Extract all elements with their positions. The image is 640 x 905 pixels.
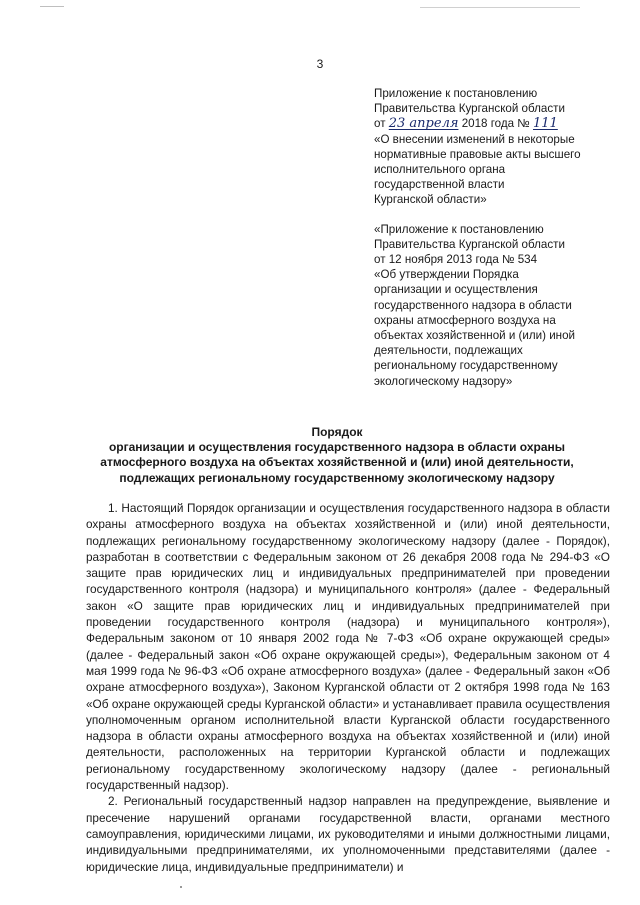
annex-date-line: [374, 116, 622, 131]
annex-title-line: нормативные правовые акты высшего: [374, 147, 581, 161]
quoted-annex-line: региональному государственному: [374, 359, 558, 373]
quoted-annex-line: государственного надзора в области: [374, 298, 572, 312]
annex-spacer: [374, 208, 622, 222]
quoted-annex-line: «Об утверждении Порядка: [374, 268, 519, 282]
scan-mark-top-right: [420, 7, 580, 8]
document-title: [60, 425, 614, 486]
annex-title-line: «О внесении изменений в некоторые: [374, 132, 575, 146]
document-body: [86, 500, 610, 875]
title-line: подлежащих региональному государственному экологическому надзору: [119, 470, 555, 485]
quoted-annex-line: объектах хозяйственной и (или) иной: [374, 329, 575, 343]
annex-title-line: исполнительного органа: [374, 163, 506, 177]
title-line: атмосферного воздуха на объектах хозяйственной и (или) иной деятельности,: [100, 455, 574, 470]
handwritten-number: 111: [532, 116, 558, 132]
quoted-annex-line: от 12 ноября 2013 года № 534: [374, 253, 538, 267]
annex-title-line: Курганской области»: [374, 193, 487, 207]
paragraph: 2. Региональный государственный надзор направлен на предупреждение, выявление и пресечение нарушений органами государственной власти, органами местного самоуправления, юридическими лицами, их руководителями и иными должностными лицами, индивидуальными предпринимателями, их уполномоченными представителями (далее - юридические лица, индивидуальные предприниматели) и: [86, 794, 610, 874]
page-number: 3: [316, 57, 324, 71]
quoted-annex-line: деятельности, подлежащих: [374, 344, 523, 358]
handwritten-date: 23 апреля: [388, 116, 459, 132]
quoted-annex-line: охраны атмосферного воздуха на: [374, 313, 556, 327]
quoted-annex-line: «Приложение к постановлению: [374, 222, 544, 236]
date-prefix: от: [374, 117, 386, 131]
date-suffix: 2018 года №: [461, 117, 530, 131]
quoted-annex-line: экологическому надзору»: [374, 374, 513, 388]
annex-line: Приложение к постановлению: [374, 87, 538, 100]
title-heading: Порядок: [311, 425, 363, 439]
quoted-annex-line: Правительства Курганской области: [374, 237, 565, 251]
annex-line: Правительства Курганской области: [374, 102, 565, 116]
annex-title-line: государственной власти: [374, 178, 505, 192]
quoted-annex-line: организации и осуществления: [374, 283, 538, 297]
scan-mark-top-left: [40, 6, 64, 7]
scan-mark-bottom: [180, 886, 182, 888]
annex-block: [374, 86, 622, 389]
title-line: организации и осуществления государственного надзора в области охраны: [108, 440, 566, 455]
paragraph: 1. Настоящий Порядок организации и осуществления государственного надзора в области охраны атмосферного воздуха на объектах хозяйственной и (или) иной деятельности, подлежащих региональному государственному экологическому надзору (далее - Порядок), разработан в соответствии с Федеральным законом от 26 декабря 2008 года № 294-ФЗ «О защите прав юридических лиц и индивидуальных предпринимателей при проведении государственного контроля (надзора) и муниципального контроля» (далее - Федеральный закон «О защите прав юридических лиц и индивидуальных предпринимателей при проведении государственного контроля (надзора) и муниципального контроля»), Федеральным законом от 10 января 2002 года № 7-ФЗ «Об охране окружающей среды» (далее - Федеральный закон «Об охране окружающей среды»), Федеральным законом от 4 мая 1999 года № 96-ФЗ «Об охране атмосферного воздуха» (далее - Федеральный закон «Об охране атмосферного воздуха»), Законом Курганской области от 2 октября 1998 года № 163 «Об охране окружающей среды Курганской области» и устанавливает правила осуществления уполномоченным органом исполнительной власти Курганской области государственного надзора в области охраны атмосферного воздуха на объектах хозяйственной и (или) иной деятельности, расположенных на территории Курганской области и подлежащих региональному государственному экологическому надзору (далее - региональный государственный надзор).: [86, 501, 610, 793]
